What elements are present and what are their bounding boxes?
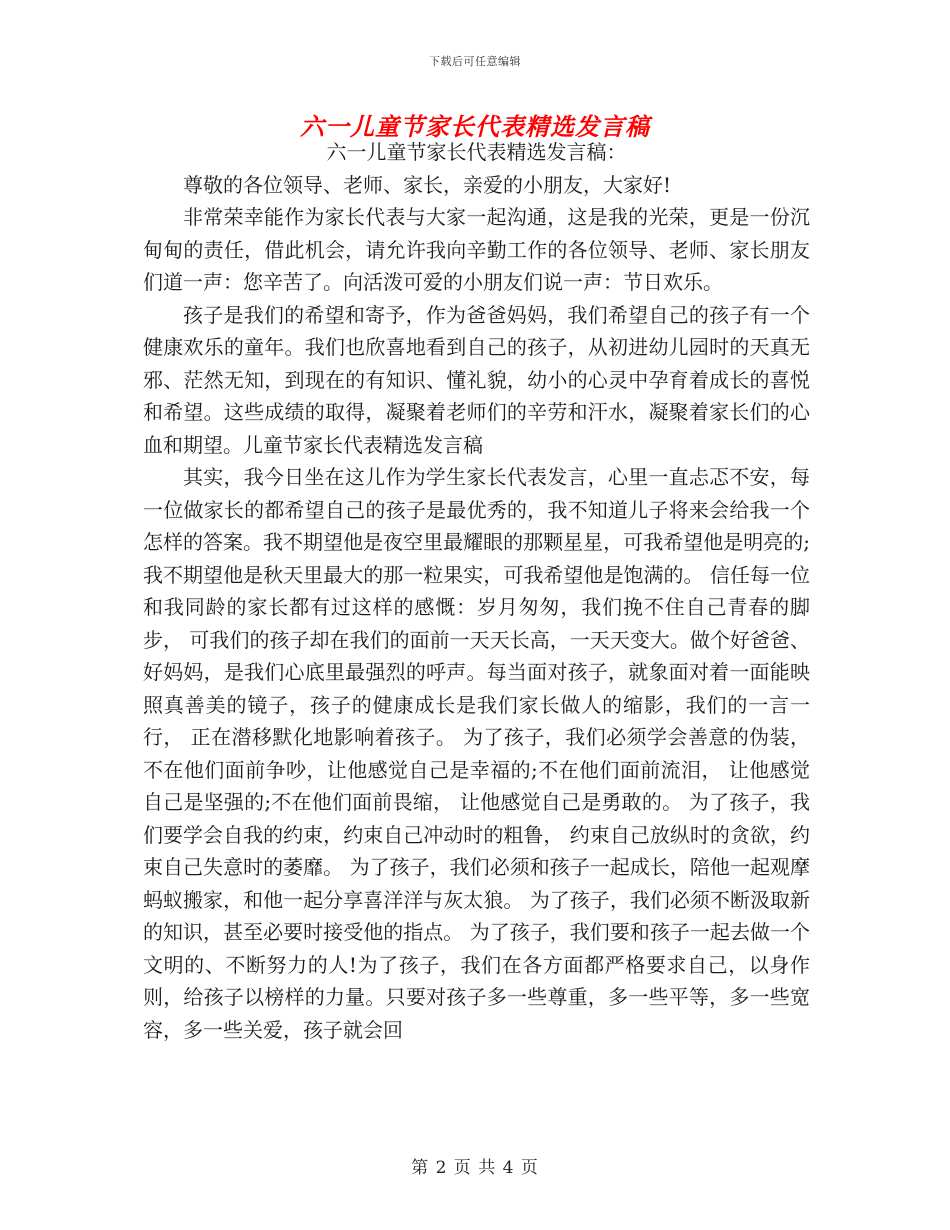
header-note: 下载后可任意编辑: [429, 55, 521, 68]
document-title: 六一儿童节家长代表精选发言稿: [300, 113, 650, 141]
paragraph-reflection: 其实，我今日坐在这儿作为学生家长代表发言，心里一直忐忑不安，每一位做家长的都希望自己的孩子是最优秀的，我不知道儿子将来会给我一个怎样的答案。我不期望他是夜空里最耀眼的那颗星星，可我希望他是明亮的;我不期望他是秋天里最大的那一粒果实，可我希望他是饱满的。 信任每一位和我同龄的家长都有过这样的感慨：岁月匆匆，我们挽不住自己青春的脚步， 可我们的孩子却在我们的面前一天天长高，一天天变大。做个好爸爸、好妈妈，是我们心底里最强烈的呼声。每当面对孩子，就象面对着一面能映照真善美的镜子，孩子的健康成长是我们家长做人的缩影，我们的一言一行， 正在潜移默化地影响着孩子。 为了孩子，我们必须学会善意的伪装，不在他们面前争吵，让他感觉自己是幸福的;不在他们面前流泪， 让他感觉自己是坚强的;不在他们面前畏缩， 让他感觉自己是勇敢的。 为了孩子，我们要学会自我的约束，约束自己冲动时的粗鲁， 约束自己放纵时的贪欲，约束自己失意时的萎靡。 为了孩子，我们必须和孩子一起成长，陪他一起观摩蚂蚁搬家，和他一起分享喜洋洋与灰太狼。 为了孩子，我们必须不断汲取新的知识，甚至必要时接受他的指点。 为了孩子，我们要和孩子一起去做一个文明的、不断努力的人!为了孩子，我们在各方面都严格要求自己，以身作则，给孩子以榜样的力量。只要对孩子多一些尊重，多一些平等，多一些宽容，多一些关爱，孩子就会回: [143, 465, 810, 1042]
document-body: [143, 136, 810, 1046]
page-number: 第 2 页 共 4 页: [411, 1158, 539, 1178]
paragraph-hope: 孩子是我们的希望和寄予，作为爸爸妈妈，我们希望自己的孩子有一个健康欢乐的童年。我们也欣喜地看到自己的孩子，从初进幼儿园时的天真无邪、茫然无知，到现在的有知识、懂礼貌，幼小的心灵中孕育着成长的喜悦和希望。这些成绩的取得，凝聚着老师们的辛劳和汗水，凝聚着家长们的心血和期望。儿童节家长代表精选发言稿: [143, 302, 810, 457]
paragraph-honor: 非常荣幸能作为家长代表与大家一起沟通，这是我的光荣，更是一份沉甸甸的责任，借此机会，请允许我向辛勤工作的各位领导、老师、家长朋友们道一声：您辛苦了。向活泼可爱的小朋友们说一声：节日欢乐。: [143, 205, 810, 294]
paragraph-greeting: 尊敬的各位领导、老师、家长，亲爱的小朋友，大家好!: [183, 172, 672, 197]
document-subtitle: 六一儿童节家长代表精选发言稿：: [326, 140, 627, 164]
